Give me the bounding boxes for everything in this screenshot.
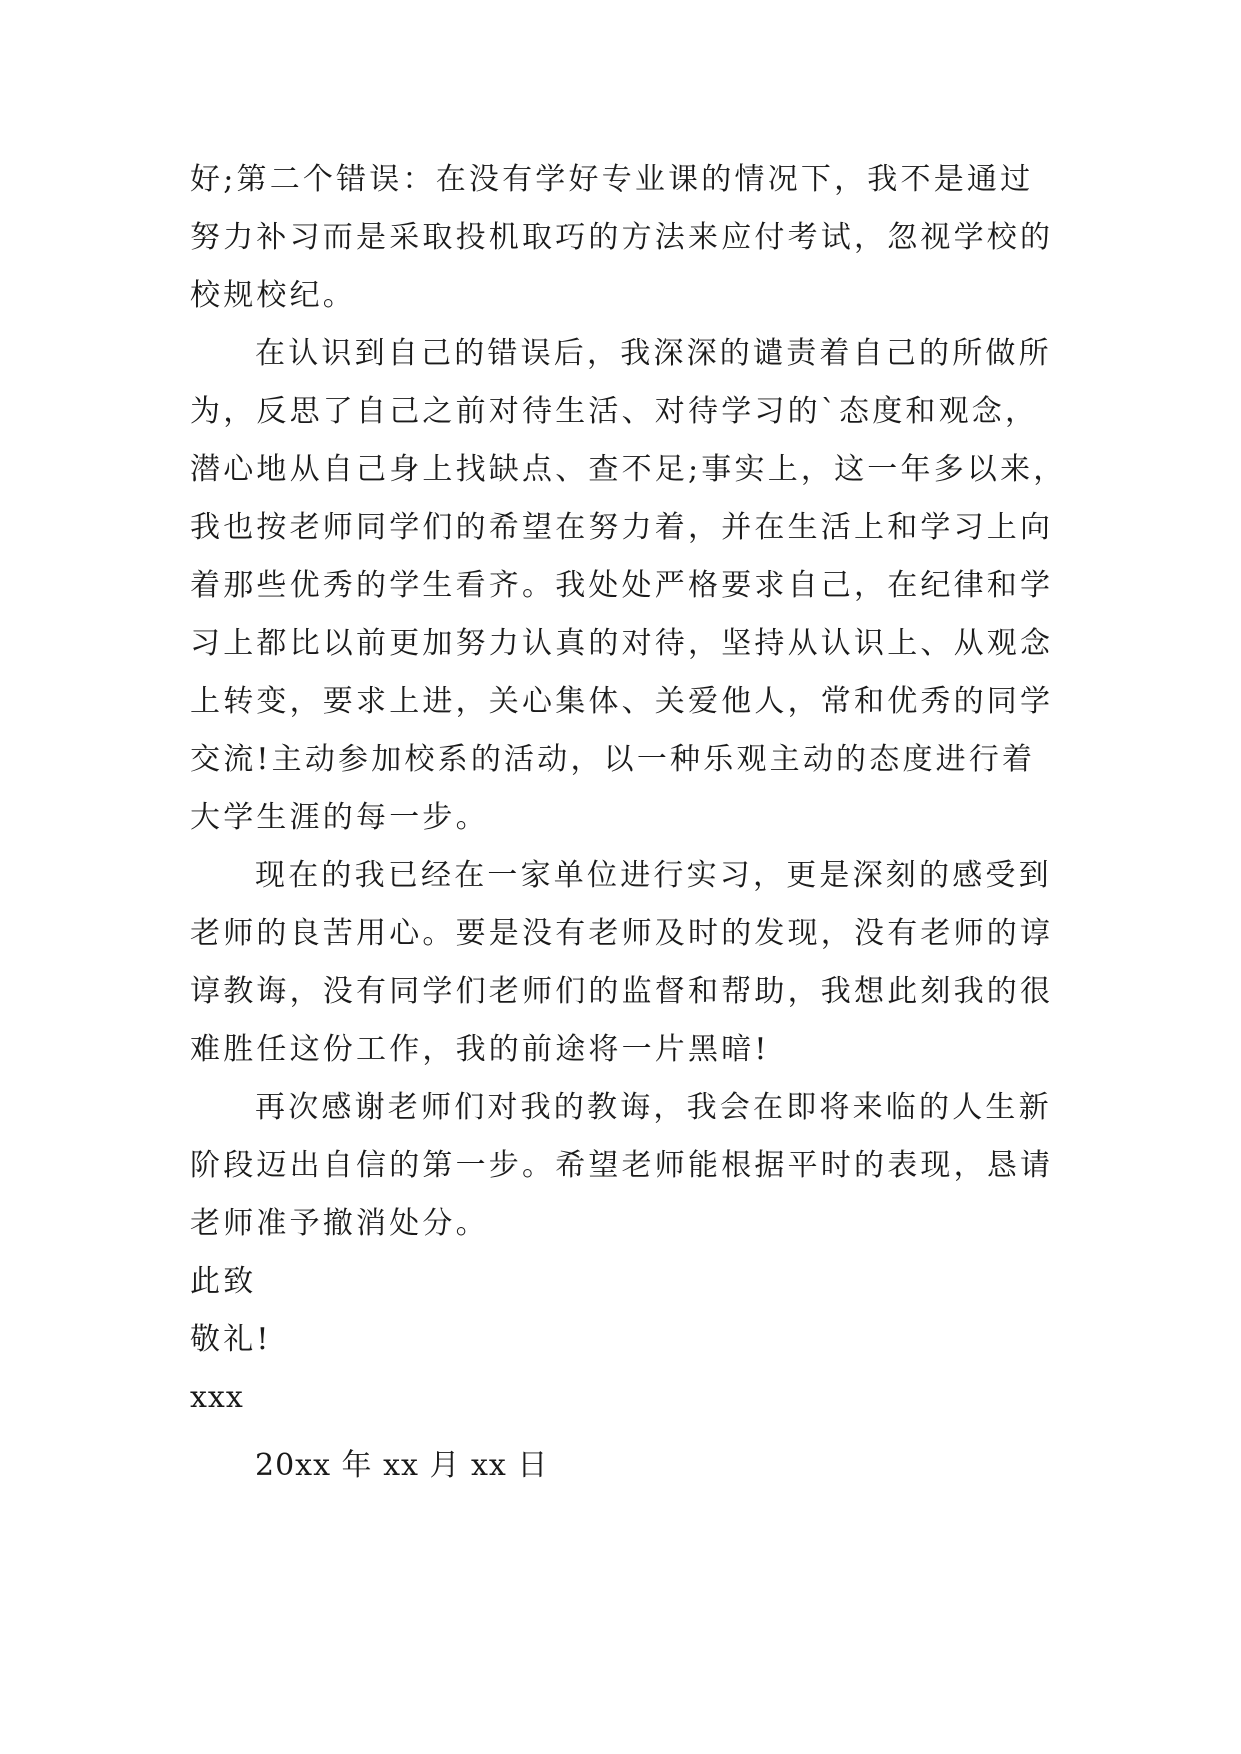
body-line: 为，反思了自己之前对待生活、对待学习的`态度和观念， bbox=[190, 394, 1039, 429]
body-line: 好;第二个错误：在没有学好专业课的情况下，我不是通过 bbox=[190, 162, 1034, 197]
body-line: 老师的良苦用心。要是没有老师及时的发现，没有老师的谆 bbox=[190, 916, 1054, 951]
body-line: 交流!主动参加校系的活动，以一种乐观主动的态度进行着 bbox=[190, 742, 1036, 777]
body-line: 谆教诲，没有同学们老师们的监督和帮助，我想此刻我的很 bbox=[190, 974, 1054, 1009]
paragraph-start-line: 现在的我已经在一家单位进行实习，更是深刻的感受到 bbox=[255, 858, 1052, 893]
body-line: 老师准予撤消处分。 bbox=[190, 1206, 489, 1241]
body-line: 潜心地从自己身上找缺点、查不足;事实上，这一年多以来， bbox=[190, 452, 1067, 487]
signature-text: xxx bbox=[190, 1380, 244, 1415]
paragraph-start-line: 在认识到自己的错误后，我深深的谴责着自己的所做所 bbox=[255, 336, 1052, 371]
body-line: 阶段迈出自信的第一步。希望老师能根据平时的表现，恳请 bbox=[190, 1148, 1054, 1183]
paragraph-start-line: 再次感谢老师们对我的教诲，我会在即将来临的人生新 bbox=[255, 1090, 1052, 1125]
closing-text: 此致 bbox=[190, 1264, 257, 1299]
body-line: 大学生涯的每一步。 bbox=[190, 800, 489, 835]
body-line: 着那些优秀的学生看齐。我处处严格要求自己，在纪律和学 bbox=[190, 568, 1054, 603]
salutation-text: 敬礼! bbox=[190, 1322, 272, 1357]
body-line: 努力补习而是采取投机取巧的方法来应付考试，忽视学校的 bbox=[190, 220, 1054, 255]
body-line: 上转变，要求上进，关心集体、关爱他人，常和优秀的同学 bbox=[190, 684, 1054, 719]
body-line: 习上都比以前更加努力认真的对待，坚持从认识上、从观念 bbox=[190, 626, 1054, 661]
body-line: 校规校纪。 bbox=[190, 278, 356, 313]
date-text: 20xx 年 xx 月 xx 日 bbox=[255, 1448, 549, 1483]
body-line: 我也按老师同学们的希望在努力着，并在生活上和学习上向 bbox=[190, 510, 1054, 545]
body-line: 难胜任这份工作，我的前途将一片黑暗! bbox=[190, 1032, 770, 1067]
